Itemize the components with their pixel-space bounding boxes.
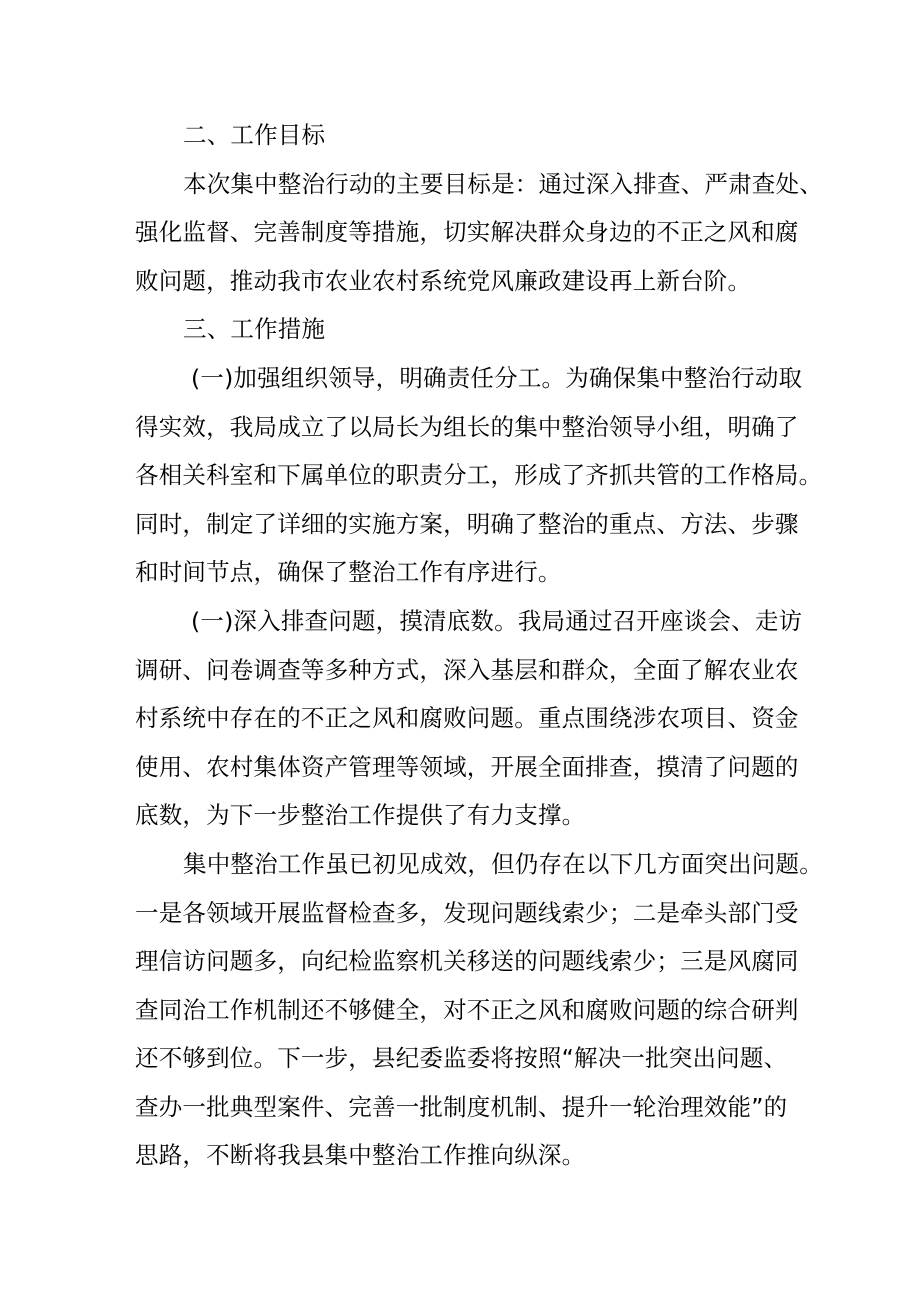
text-line: (一)深入排查问题，摸清底数。我局通过召开座谈会、走访 — [191, 606, 803, 635]
text-line: 集中整治工作虽已初见成效，但仍存在以下几方面突出问题。 — [183, 849, 823, 878]
text-line: 思路，不断将我县集中整治工作推向纵深。 — [135, 1141, 586, 1170]
section-heading-goals: 二、工作目标 — [183, 121, 326, 149]
text-line: 使用、农村集体资产管理等领域，开展全面排查，摸清了问题的 — [135, 752, 799, 781]
text-line: 调研、问卷调查等多种方式，深入基层和群众，全面了解农业农 — [135, 655, 799, 684]
text-line: 本次集中整治行动的主要目标是：通过深入排查、严肃查处、 — [183, 169, 823, 198]
text-line: 各相关科室和下属单位的职责分工，形成了齐抓共管的工作格局。 — [135, 461, 823, 490]
text-line: 村系统中存在的不正之风和腐败问题。重点围绕涉农项目、资金 — [135, 704, 799, 733]
text-line: 底数，为下一步整治工作提供了有力支撑。 — [135, 801, 586, 830]
text-line: 查办一批典型案件、完善一批制度机制、提升一轮治理效能”的 — [135, 1092, 788, 1121]
text-line: 还不够到位。下一步，县纪委监委将按照“解决一批突出问题、 — [135, 1044, 788, 1073]
document-body — [135, 111, 823, 1180]
text-line: 和时间节点，确保了整治工作有序进行。 — [135, 558, 562, 587]
text-line: (一)加强组织领导，明确责任分工。为确保集中整治行动取 — [191, 363, 803, 392]
text-line: 查同治工作机制还不够健全，对不正之风和腐败问题的综合研判 — [135, 995, 799, 1024]
text-line: 同时，制定了详细的实施方案，明确了整治的重点、方法、步骤 — [135, 509, 799, 538]
text-line: 得实效，我局成立了以局长为组长的集中整治领导小组，明确了 — [135, 412, 799, 441]
section-heading-measures: 三、工作措施 — [183, 315, 326, 344]
text-line: 败问题，推动我市农业农村系统党风廉政建设再上新台阶。 — [135, 266, 752, 295]
text-line: 一是各领域开展监督检查多，发现问题线索少；二是牵头部门受 — [135, 898, 799, 927]
text-line: 理信访问题多，向纪检监察机关移送的问题线索少；三是风腐同 — [135, 947, 799, 976]
text-line: 强化监督、完善制度等措施，切实解决群众身边的不正之风和腐 — [135, 218, 799, 247]
